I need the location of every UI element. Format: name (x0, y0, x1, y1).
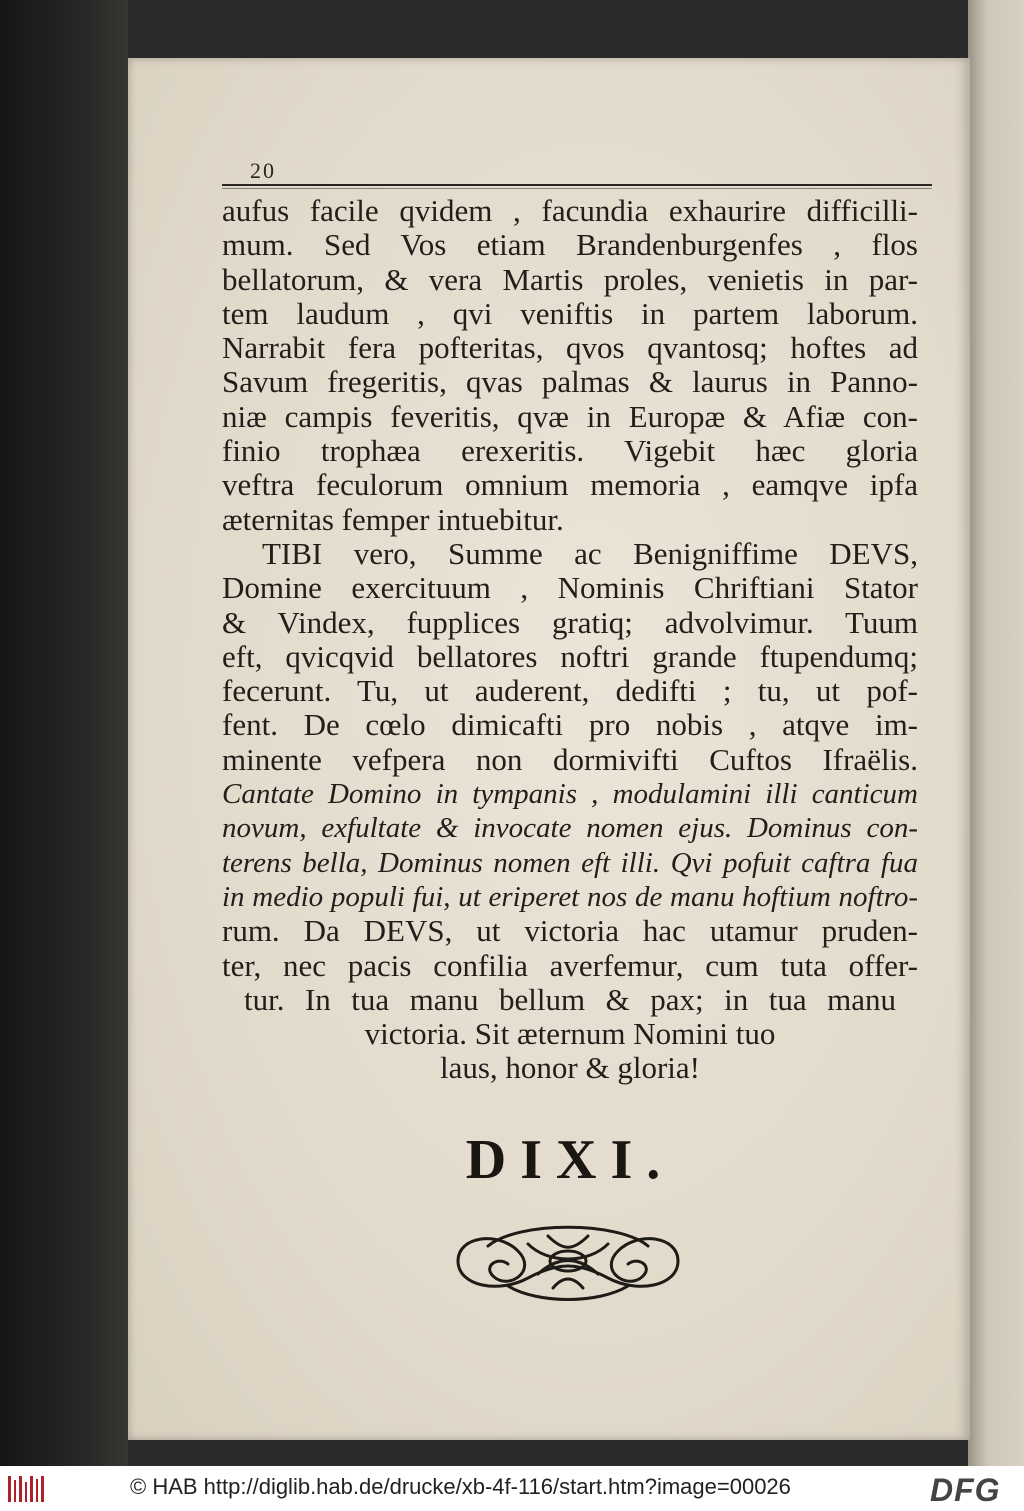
text-line-tapered: victoria. Sit æternum Nomini tuo (364, 1016, 776, 1052)
dfg-logo: DFG (930, 1472, 1001, 1508)
text-line-italic: novum, exfultate & invocate nomen ejus. Dominus con- (222, 812, 918, 845)
text-line: fecerunt. Tu, ut auderent, dedifti ; tu, ut pof- (222, 673, 918, 709)
text-line: & Vindex, fupplices gratiq; advolvimur. Tuum (222, 604, 918, 640)
footer-copyright-link[interactable]: © HAB http://diglib.hab.de/drucke/xb-4f-116/start.htm?image=00026 (130, 1474, 791, 1499)
text-line: finio trophæa erexeritis. Vigebit hæc gloria (222, 433, 918, 469)
header-rule-thin (222, 188, 932, 189)
text-line: fent. De cœlo dimicafti pro nobis , atqve im- (222, 707, 918, 743)
body-text (222, 194, 918, 1086)
text-line: minente vefpera non dormivifti Cuftos Ifraëlis. (222, 741, 918, 777)
text-line-tapered: laus, honor & gloria! (439, 1050, 700, 1086)
scan-background-left (0, 0, 128, 1466)
text-line-tapered: tur. In tua manu bellum & pax; in tua manu (244, 981, 896, 1017)
text-line: tem laudum , qvi veniftis in partem laborum. (222, 295, 918, 331)
barcode-logo-icon (8, 1474, 46, 1504)
text-line: æternitas femper intuebitur. (222, 501, 564, 537)
text-line-italic: Cantate Domino in tympanis , modulamini illi canticum (222, 778, 918, 811)
text-line: ter, nec pacis confilia averfemur, cum tuta offer- (222, 947, 918, 983)
adjacent-page-edge (968, 0, 1024, 1466)
text-line: aufus facile qvidem , facundia exhaurire difficilli- (222, 193, 918, 228)
closing-word: DIXI. (465, 1129, 675, 1191)
text-line: Narrabit fera pofteritas, qvos qvantosq; hoftes ad (222, 330, 918, 366)
text-line: niæ campis feveritis, qvæ in Europæ & Afiæ con- (222, 398, 918, 434)
text-line: eft, qvicqvid bellatores noftri grande ftupendumq; (222, 638, 918, 674)
text-line-italic: terens bella, Dominus nomen eft illi. Qvi pofuit caftra fua (222, 846, 918, 879)
text-line: Savum fregeritis, qvas palmas & laurus in Panno- (222, 364, 918, 400)
text-line: Domine exercituum , Nominis Chriftiani Stator (222, 570, 918, 606)
header-rule (222, 184, 932, 186)
text-line: bellatorum, & vera Martis proles, venietis in par- (222, 261, 918, 297)
text-line: rum. Da DEVS, ut victoria hac utamur pruden- (222, 913, 918, 949)
text-line-italic: in medio populi fui, ut eriperet nos de manu hoftium noftro- (222, 880, 918, 913)
text-line: mum. Sed Vos etiam Brandenburgenfes , flos (222, 227, 918, 263)
page-number: 20 (250, 158, 276, 183)
text-line: TIBI vero, Summe ac Benigniffime DEVS, (262, 535, 918, 571)
flourish-ornament-icon (448, 1216, 688, 1306)
text-line: veftra feculorum omnium memoria , eamqve ipfa (222, 467, 918, 503)
